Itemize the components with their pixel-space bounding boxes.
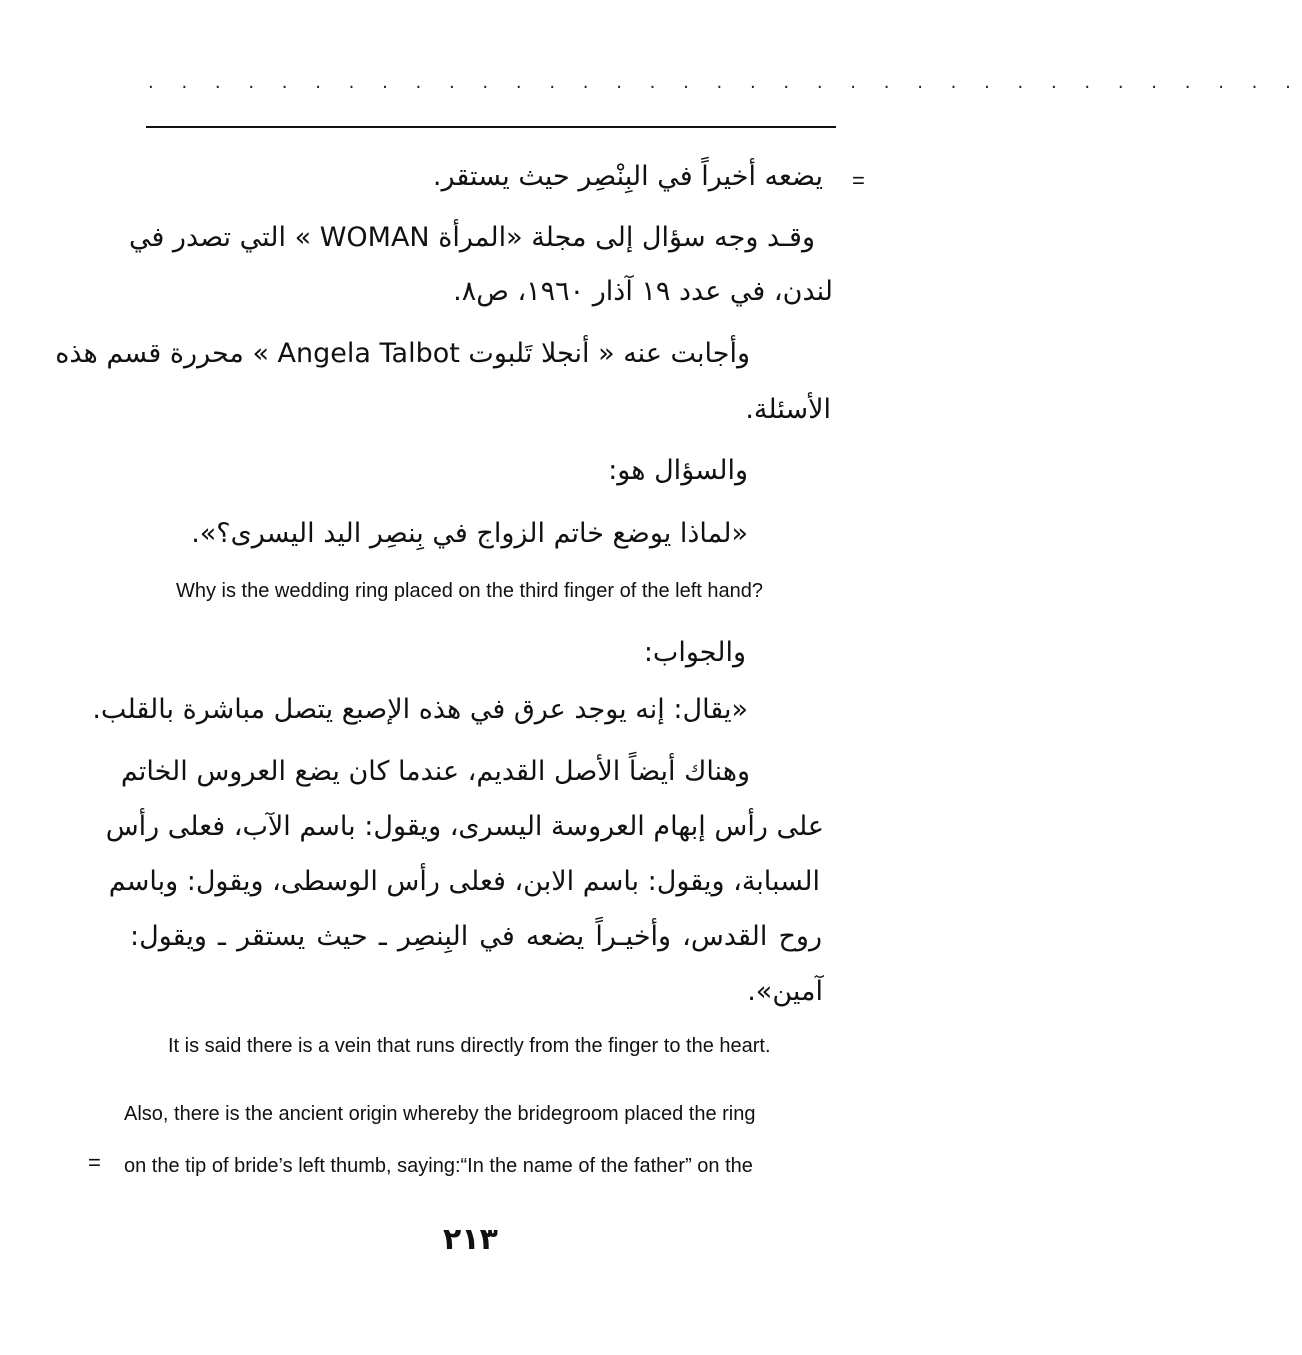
arabic-line-9: «يقال: إنه يوجد عرق في هذه الإصبع يتصل مباشرة بالقلب. <box>92 694 748 725</box>
arabic-line-7: «لماذا يوضع خاتم الزواج في بِنصِر اليد اليسرى؟». <box>191 518 748 549</box>
english-line-3: Also, there is the ancient origin whereby the bridegroom placed the ring <box>124 1103 756 1125</box>
arabic-line-10: وهناك أيضاً الأصل القديم، عندما كان يضع العروس الخاتم <box>120 756 750 787</box>
arabic-line-13: روح القدس، وأخيـراً يضعه في البِنصِر ـ حيث يستقر ـ ويقول: <box>130 921 822 952</box>
arabic-line-3: لندن، في عدد ١٩ آذار ١٩٦٠، ص٨. <box>453 276 833 307</box>
continuation-mark-top: = <box>852 168 865 193</box>
arabic-line-11: على رأس إبهام العروسة اليسرى، ويقول: باسم الآب، فعلى رأس <box>105 811 824 842</box>
arabic-line-2: وقـد وجه سؤال إلى مجلة «المرأة WOMAN » التي تصدر في <box>128 222 815 253</box>
arabic-line-5: الأسئلة. <box>745 394 831 425</box>
english-line-1: Why is the wedding ring placed on the third finger of the left hand? <box>176 580 764 602</box>
arabic-line-12: السبابة، ويقول: باسم الابن، فعلى رأس الوسطى، ويقول: وباسم <box>108 866 820 897</box>
arabic-line-8: والجواب: <box>643 637 746 668</box>
arabic-line-6: والسؤال هو: <box>608 455 748 486</box>
header-dotted-line: . . . . . . . . . . . . . . . . . . . . . . . . . . . . . . . . . . . <box>148 72 1302 93</box>
arabic-line-14: آمين». <box>747 976 823 1007</box>
english-line-4: on the tip of bride’s left thumb, saying:“In the name of the father” on the <box>124 1155 753 1177</box>
arabic-line-4: وأجابت عنه « أنجلا تَلبوت Angela Talbot » محررة قسم هذه <box>55 338 750 369</box>
page-number: ٢١٣ <box>443 1222 498 1257</box>
english-line-2: It is said there is a vein that runs directly from the finger to the heart. <box>168 1035 771 1057</box>
arabic-line-1: يضعه أخيراً في البِنْصِر حيث يستقر. <box>432 161 823 192</box>
continuation-mark-bottom: = <box>88 1150 101 1175</box>
header-rule <box>146 126 836 128</box>
